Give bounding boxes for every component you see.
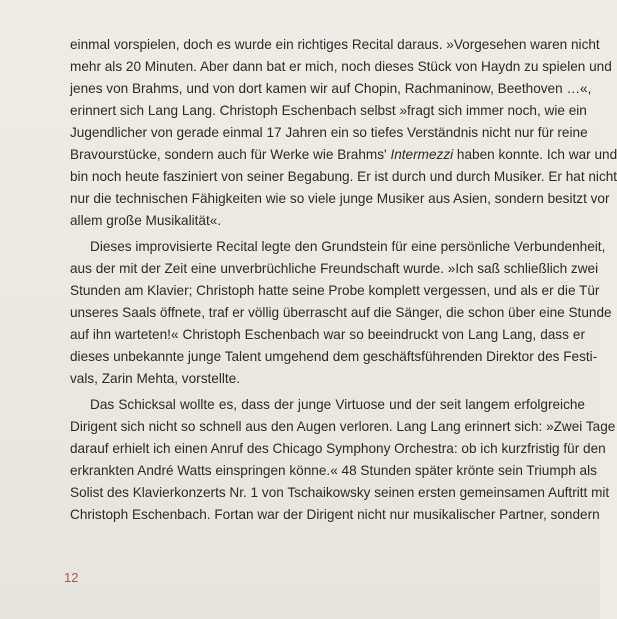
text-line: erinnert sich Lang Lang. Christoph Eschenbach selbst »fragt sich immer noch, wie ein bbox=[70, 103, 587, 118]
text-line: bin noch heute fasziniert von seiner Begabung. Er ist durch und durch Musiker. Er hat nicht bbox=[70, 169, 617, 184]
text-line: einmal vorspielen, doch es wurde ein richtiges Recital daraus. »Vorgesehen waren nicht bbox=[70, 37, 600, 52]
text-line: allem große Musikalität«. bbox=[70, 213, 222, 228]
text-line: Dieses improvisierte Recital legte den Grundstein für eine persönliche Verbundenheit, bbox=[90, 239, 606, 254]
italic-title: Intermezzi bbox=[390, 147, 454, 162]
text-line: dieses unbekannte junge Talent umgehend dem geschäftsführenden Direktor des Festi- bbox=[70, 349, 598, 364]
body-text bbox=[70, 34, 617, 526]
text-line: Bravourstücke, sondern auch für Werke wie Brahms' Intermezzi haben konnte. Ich war und bbox=[70, 147, 617, 162]
text-line: unseres Saals öffnete, traf er völlig überrascht auf die Sänger, die schon über eine Stunde bbox=[70, 305, 612, 320]
text-line: vals, Zarin Mehta, vorstellte. bbox=[70, 371, 240, 386]
text-line: mehr als 20 Minuten. Aber dann bat er mich, noch dieses Stück von Haydn zu spielen und bbox=[70, 59, 612, 74]
text-line: Das Schicksal wollte es, dass der junge Virtuose und der seit langem erfolgreiche bbox=[90, 397, 585, 412]
text-line: darauf erhielt ich einen Anruf des Chicago Symphony Orchestra: ob ich kurzfristig für den bbox=[70, 441, 606, 456]
text-line: Solist des Klavierkonzerts Nr. 1 von Tschaikowsky seinen ersten gemeinsamen Auftritt mit bbox=[70, 485, 610, 500]
text-line: erkrankten André Watts einspringen könne.« 48 Stunden später krönte sein Triumph als bbox=[70, 463, 597, 478]
text-line: auf ihn warteten!« Christoph Eschenbach war so beeindruckt von Lang Lang, dass er bbox=[70, 327, 585, 342]
page-number: 12 bbox=[64, 570, 79, 585]
text-line: nur die technischen Fähigkeiten wie so viele junge Musiker aus Asien, sondern besitzt vor bbox=[70, 191, 610, 206]
text-line: Dirigent sich nicht so schnell aus den Augen verloren. Lang Lang erinnert sich: »Zwei Tage bbox=[70, 419, 616, 434]
text-line: Stunden am Klavier; Christoph hatte seine Probe komplett vergessen, und als er die Tür bbox=[70, 283, 600, 298]
text-line: jenes von Brahms, und von dort kamen wir auf Chopin, Rachmaninow, Beethoven …«, bbox=[70, 81, 592, 96]
text-line: aus der mit der Zeit eine unverbrüchliche Freundschaft wurde. »Ich saß schließlich zwei bbox=[70, 261, 599, 276]
text-line: Christoph Eschenbach. Fortan war der Dirigent nicht nur musikalischer Partner, sondern bbox=[70, 507, 600, 522]
text-line: Jugendlicher von gerade einmal 17 Jahren ein so tiefes Verständnis nicht nur für reine bbox=[70, 125, 588, 140]
